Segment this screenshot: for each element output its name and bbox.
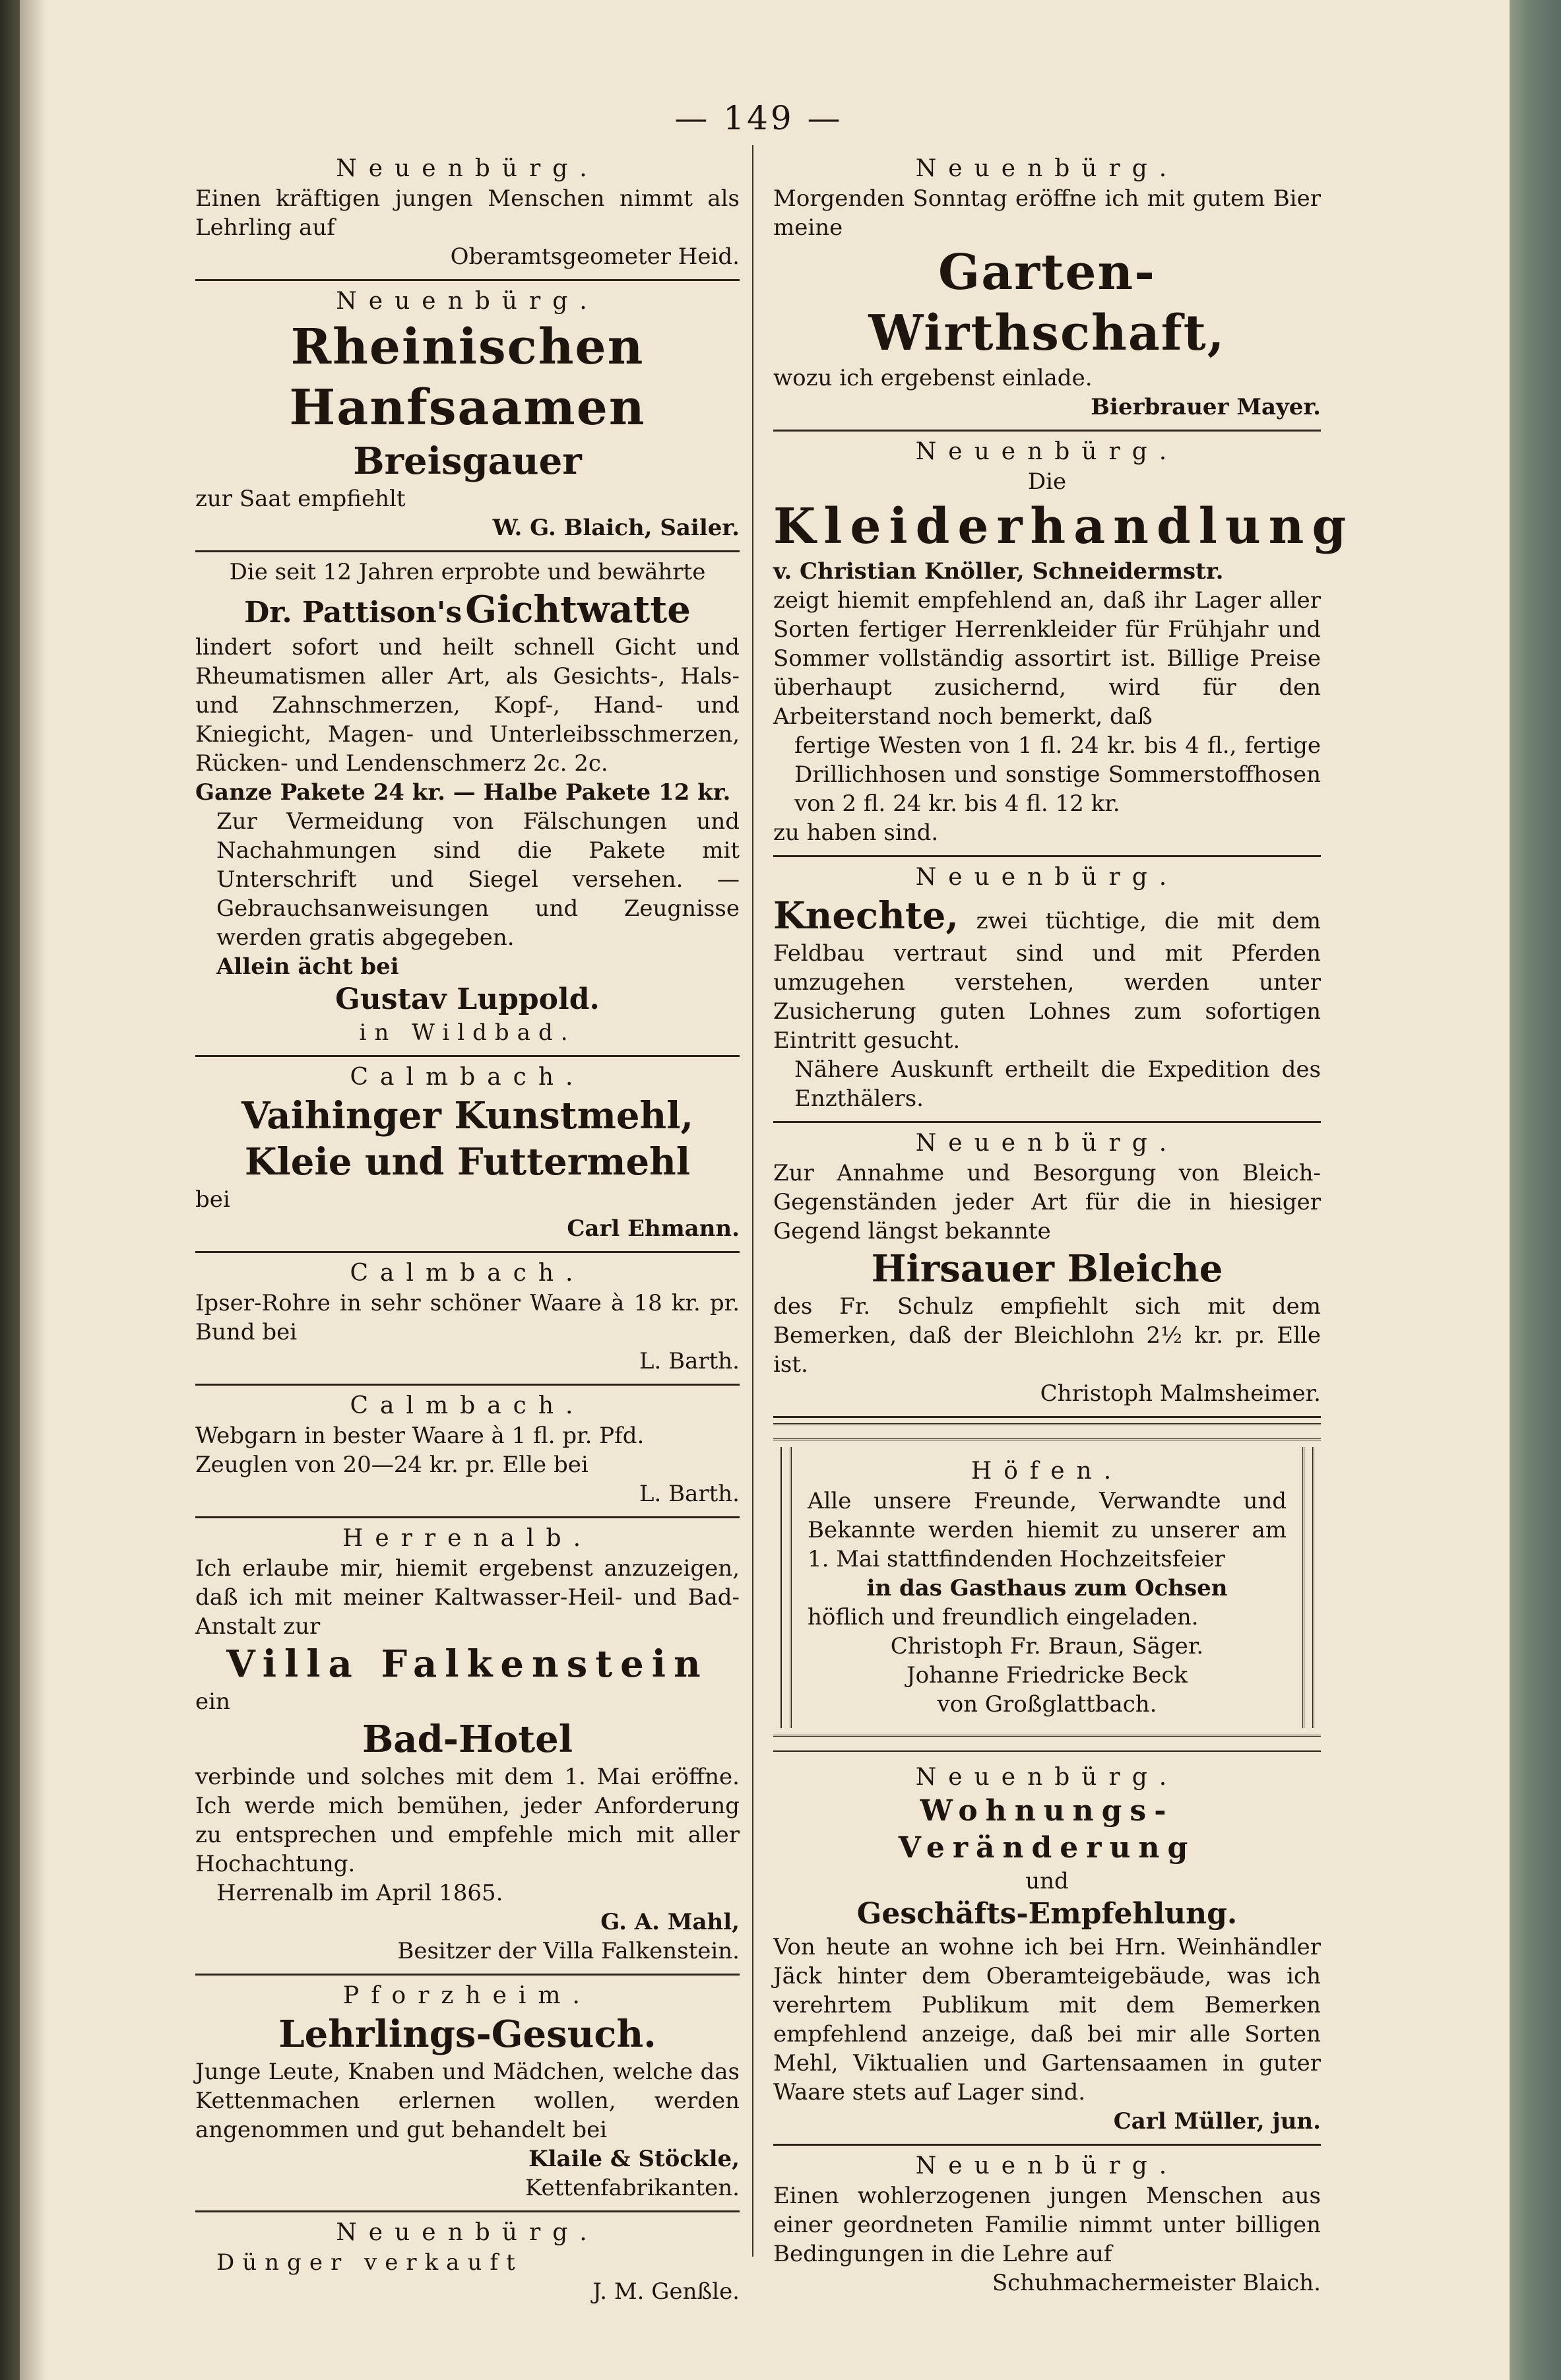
ad-ipser-rohre [195,1253,740,1386]
ad-location: Neuenbürg. [915,864,1179,891]
ad-villa-falkenstein [195,1518,740,1976]
ad-text-2: des Fr. Schulz empfiehlt sich mit dem Bemerken, daß der Bleichlohn 2½ kr. pr. Elle ist. [773,1293,1321,1378]
ad-text: Morgenden Sonntag eröffne ich mit gutem Bier meine [773,185,1321,241]
ad-signature-title: Kettenfabrikanten. [525,2175,740,2201]
ad-headline: Kleiderhandlung [773,498,1354,555]
ad-line-2: Zeuglen von 20—24 kr. pr. Elle bei [195,1452,589,1478]
column-divider [752,145,753,2257]
ad-signature: W. G. Blaich, Sailer. [492,515,740,541]
ad-location: Neuenbürg. [336,2219,599,2246]
ad-location: Calmbach. [350,1260,585,1287]
book-binding [0,0,20,2380]
ad-location: Neuenbürg. [915,438,1179,465]
ad-text: Zur Annahme und Besorgung von Bleich-Gegenständen jeder Art für die in hiesiger Gegend längst bekannte [773,1160,1321,1244]
ad-hanfsaamen [195,281,740,552]
ad-garten-wirthschaft [773,148,1321,432]
ad-die: Die [1027,468,1067,495]
ad-text: zwei tüchtige, die mit dem Feldbau vertraut sind und mit Pferden umzugehen verstehen, werden unter Zusicherung guten Lohnes zum sofortigen Eintritt gesucht. [773,908,1322,1054]
ad-location: Neuenbürg. [915,155,1179,182]
ad-knechte [773,857,1321,1123]
ad-kunstmehl [195,1057,740,1253]
ad-location: Herrenalb. [342,1525,593,1552]
ad-text: Ipser-Rohre in sehr schöner Waare à 18 kr. pr. Bund bei [195,1290,740,1345]
ad-text-2: höflich und freundlich eingeladen. [808,1604,1199,1630]
ad-lehrlings-gesuch [195,1976,740,2212]
ad-bei: bei [195,1186,230,1213]
ad-headline: Lehrlings-Gesuch. [278,2012,656,2056]
ad-line-1: Webgarn in bester Waare à 1 fl. pr. Pfd. [195,1423,645,1449]
ad-text: zur Saat empfiehlt [195,486,406,512]
ad-hirsauer-bleiche [773,1123,1321,1418]
ad-owner: v. Christian Knöller, Schneidermstr. [773,558,1224,585]
ad-more: Nähere Auskunft ertheilt die Expedition des Enzthälers. [794,1056,1321,1112]
right-column [773,148,1354,2305]
ad-headline: Hirsauer Bleiche [871,1247,1223,1291]
ad-note: Zur Vermeidung von Fälschungen und Nachahmungen sind die Pakete mit Unterschrift und Siegel versehen. — Gebrauchsanweisungen und Zeugnisse werden gratis abgegeben. [216,808,740,951]
ad-signature: Schuhmachermeister Blaich. [992,2270,1321,2296]
ad-text-1: Ich erlaube mir, hiemit ergebenst anzuzeigen, daß ich mit meiner Kaltwasser-Heil- und Bad-Anstalt zur [195,1555,740,1640]
ad-items: fertige Westen von 1 fl. 24 kr. bis 4 fl., fertige Drillichhosen und sonstige Sommerstoffhosen von 2 fl. 24 kr. bis 4 fl. 12 kr. [794,732,1321,817]
ad-subheadline: Breisgauer [353,439,582,483]
ad-webgarn [195,1386,740,1518]
ad-seller: Gustav Luppold. [335,982,600,1016]
ad-date: Herrenalb im April 1865. [216,1880,503,1906]
ad-prices: Ganze Pakete 24 kr. — Halbe Pakete 12 kr. [195,779,731,806]
ad-signature-1: Christoph Fr. Braun, Säger. [890,1633,1204,1659]
ad-body: lindert sofort und heilt schnell Gicht und Rheumatismen aller Art, als Gesichts-, Hals- und Zahnschmerzen, Kopf-, Hand- und Kniegicht, Magen- und Unterleibsschmerzen, Rücken- und Lendenschmerz 2c. 2c. [195,634,740,777]
ad-location: Neuenbürg. [915,1764,1179,1791]
ad-signature: Klaile & Stöckle, [528,2146,740,2172]
ad-text: Von heute an wohne ich bei Hrn. Weinhändler Jäck hinter dem Oberamteigebäude, was ich verehrtem Publikum mit dem Bemerken empfehlend anzeige, daß bei mir alle Sorten Mehl, Viktualien und Gartensaamen in guter Waare stets auf Lager sind. [773,1934,1321,2106]
ad-text: Junge Leute, Knaben und Mädchen, welche das Kettenmachen erlernen wollen, werden angenommen und gut behandelt bei [195,2059,740,2143]
ad-kleiderhandlung [773,432,1354,857]
ad-signature: Oberamtsgeometer Heid. [450,243,740,270]
ad-text: Einen wohlerzogenen jungen Menschen aus einer geordneten Familie nimmt unter billigen Bedingungen in die Lehre auf [773,2183,1321,2267]
ad-headline: Villa Falkenstein [226,1642,709,1686]
page-number: — 149 — [674,99,843,137]
wedding-invitation-box [777,1447,1317,1728]
ad-signature: L. Barth. [639,1481,740,1507]
ad-place: in Wildbad. [359,1019,576,1046]
ad-ein: ein [195,1689,230,1715]
ad-wohnungs-veraenderung [773,1757,1321,2146]
left-column [195,148,740,2314]
ad-location: Calmbach. [350,1064,585,1091]
ad-schuhmacher [773,2146,1321,2305]
ad-body [773,893,1321,1055]
ad-signature: Carl Müller, jun. [1113,2108,1321,2135]
ad-signature: Carl Ehmann. [567,1215,740,1242]
ad-duenger [195,2212,740,2314]
ad-location: Neuenbürg. [915,2152,1179,2179]
ad-signature: J. M. Genßle. [592,2278,740,2305]
ad-location: Neuenbürg. [336,288,599,315]
ad-signature: G. A. Mahl, [600,1909,740,1935]
ad-end: zu haben sind. [773,820,939,846]
ad-title-prefix: Dr. Pattison's [244,596,462,629]
ad-title: Gichtwatte [465,588,691,631]
spine-shadow [20,0,46,2380]
ad-headline: Vaihinger Kunstmehl, [241,1094,693,1138]
ad-intro: Die seit 12 Jahren erprobte und bewährte [229,559,706,585]
page-edge [1510,0,1561,2380]
ad-only: Allein ächt bei [216,953,399,980]
ad-location: Pforzheim. [343,1982,592,2009]
ad-headline: Wohnungs-Veränderung [898,1794,1196,1865]
ad-signature-title: Besitzer der Villa Falkenstein. [397,1938,740,1964]
ad-und: und [1025,1868,1069,1894]
ad-text: Dünger verkauft [216,2249,523,2276]
ad-location: Neuenbürg. [336,155,599,182]
ad-location: Neuenbürg. [915,1130,1179,1157]
ad-headline: Rheinischen Hanfsaamen [289,319,646,436]
ornamental-rule [773,1735,1321,1752]
ad-location: Höfen. [971,1458,1124,1485]
ad-place: in das Gasthaus zum Ochsen [866,1575,1228,1601]
ad-subheadline: Kleie und Futtermehl [244,1140,691,1184]
ad-text: Alle unsere Freunde, Verwandte und Bekannte werden hiemit zu unserer am 1. Mai stattfindenden Hochzeitsfeier [808,1488,1287,1572]
ad-signature: L. Barth. [639,1348,740,1374]
ornamental-rule [773,1423,1321,1440]
ad-location: Calmbach. [350,1392,585,1419]
ad-title-line [195,587,740,633]
ad-signature: Bierbrauer Mayer. [1091,394,1321,420]
ad-signature: Christoph Malmsheimer. [1040,1380,1321,1407]
ad-text: zeigt hiemit empfehlend an, daß ihr Lager aller Sorten fertiger Herrenkleider für Frühjahr und Sommer vollständig assortirt ist. Billige Preise überhaupt zusichernd, wird für den Arbeiterstand noch bemerkt, daß [773,587,1321,730]
ad-signature-3: von Großglattbach. [937,1691,1157,1718]
ad-signature-2: Johanne Friedricke Beck [906,1662,1188,1689]
ad-headline: Knechte, [773,894,959,938]
ad-text-2: wozu ich ergebenst einlade. [773,365,1093,391]
ad-subheadline: Geschäfts-Empfehlung. [856,1897,1238,1931]
ad-gichtwatte [195,552,740,1057]
ad-headline: Garten-Wirthschaft, [868,244,1226,362]
ad-subheadline: Bad-Hotel [362,1718,573,1761]
ad-text: Einen kräftigen jungen Menschen nimmt als Lehrling auf [195,185,740,241]
ad-text-2: verbinde und solches mit dem 1. Mai eröffne. Ich werde mich bemühen, jeder Anforderung zu entsprechen und empfehle mich mit aller Hochachtung. [195,1764,740,1877]
ad-heid [195,148,740,281]
